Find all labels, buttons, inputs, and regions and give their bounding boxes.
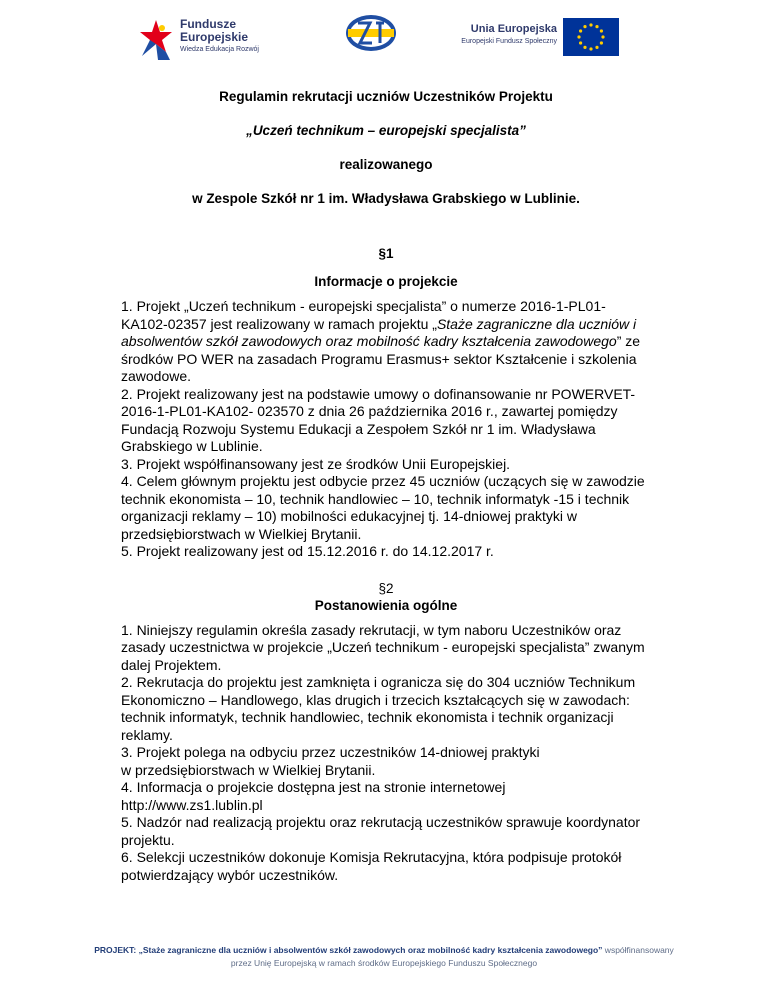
footer-label: PROJEKT: (94, 945, 137, 955)
fundusze-europejskie-logo (136, 14, 286, 62)
section-1-heading: Informacje o projekcie (314, 274, 458, 289)
s2-p3b: w przedsiębiorstwach w Wielkiej Brytanii. (121, 761, 376, 778)
section-2-number: §2 (378, 580, 394, 596)
realized-label: realizowanego (339, 157, 433, 172)
page-footer (84, 944, 684, 970)
project-name: „Uczeń technikum – europejski specjalista” (246, 123, 526, 138)
footer-rest: współfinansowany przez Unię Europejską w ramach środków Europejskiego Funduszu Społecznego (230, 945, 674, 968)
s1-p4: 4. Celem głównym projektu jest odbycie przez 45 uczniów (uczących się w zawodzie technik ekonomista – 10, technik handlowiec – 10, technik informatyk -15 i technik organizacji reklamy – 10) mobilności edukacyjnej tj. 14-dniowej praktyki w przedsiębiorstwach w Wielkiej Brytanii. (121, 473, 645, 542)
s2-p6: 6. Selekcji uczestników dokonuje Komisja Rekrutacyjna, która podpisuje protokół potwierdzający wybór uczestników. (121, 849, 622, 883)
fe-line1: Fundusze (180, 17, 236, 31)
s2-p5: 5. Nadzór nad realizacją projektu oraz rekrutacją uczestników sprawuje koordynator projektu. (121, 814, 641, 848)
section-2-heading: Postanowienia ogólne (314, 597, 458, 613)
s1-p2: 2. Projekt realizowany jest na podstawie umowy o dofinansowanie nr POWERVET-2016-1-PL01-KA102- 023570 z dnia 26 października 2016 r., zawartej pomiędzy Fundacją Rozwoju Systemu Edukacji a Zespołem Szkół nr 1 im. Władysława Grabskiego w Lublinie. (121, 385, 636, 454)
s1-p1-b: ” ze środków PO WER na zasadach Programu Erasmus+ sektor Kształcenie i szkolenia zawodowe. (121, 333, 641, 384)
ue-line2: Europejski Fundusz Społeczny (461, 38, 557, 45)
s1-p5: 5. Projekt realizowany jest od 15.12.2016 r. do 14.12.2017 r. (121, 543, 494, 559)
fe-line2: Europejskie (180, 30, 249, 44)
website-link[interactable]: http://www.zs1.lublin.pl (121, 796, 263, 813)
s2-p1: 1. Niniejszy regulamin określa zasady rekrutacji, w tym naboru Uczestników oraz zasady uczestnictwa w projekcie „Uczeń technikum - europejski specjalista” zwanym dalej Projektem. (121, 621, 645, 673)
school-logo (344, 13, 398, 53)
fe-star-icon (136, 14, 176, 62)
page-header (0, 0, 768, 80)
document-body (121, 83, 651, 884)
s2-p4a: 4. Informacja o projekcie dostępna jest na stronie internetowej (121, 779, 506, 795)
s1-p1-a: 1. Projekt „Uczeń technikum - europejski specjalista” o numerze 2016-1-PL01-KA102-02357 jest realizowany w ramach projektu „ (121, 298, 606, 332)
s1-p1-italic: Staże zagraniczne dla uczniów i absolwentów szkół zawodowych oraz mobilność kadry kształcenia zawodowego (121, 315, 637, 349)
document-title: Regulamin rekrutacji uczniów Uczestników Projektu (219, 89, 553, 104)
school-name: w Zespole Szkół nr 1 im. Władysława Grabskiego w Lublinie. (192, 191, 580, 206)
section-1-paragraphs (121, 298, 651, 561)
fe-line3: Wiedza Edukacja Rozwój (180, 46, 259, 53)
s2-p2: 2. Rekrutacja do projektu jest zamknięta i ogranicza się do 304 uczniów Technikum Ekonomiczno – Handlowego, klas drugich i trzecich kształcących się w zawodach: technik informatyk, technik handlowiec, technik ekonomista i technik organizacji reklamy. (121, 674, 636, 743)
section-1-number: §1 (378, 246, 394, 261)
unia-europejska-logo (454, 18, 619, 62)
s1-p1 (121, 298, 651, 386)
eu-flag-icon (563, 18, 619, 56)
ue-line1: Unia Europejska (470, 23, 557, 35)
section-2-paragraphs (121, 622, 651, 885)
footer-project-title: „Staże zagraniczne dla uczniów i absolwentów szkół zawodowych oraz mobilność kadry kształcenia zawodowego” (138, 945, 603, 955)
s2-p3a: 3. Projekt polega na odbyciu przez uczestników 14-dniowej praktyki (121, 744, 540, 760)
s1-p3: 3. Projekt współfinansowany jest ze środków Unii Europejskiej. (121, 455, 511, 472)
